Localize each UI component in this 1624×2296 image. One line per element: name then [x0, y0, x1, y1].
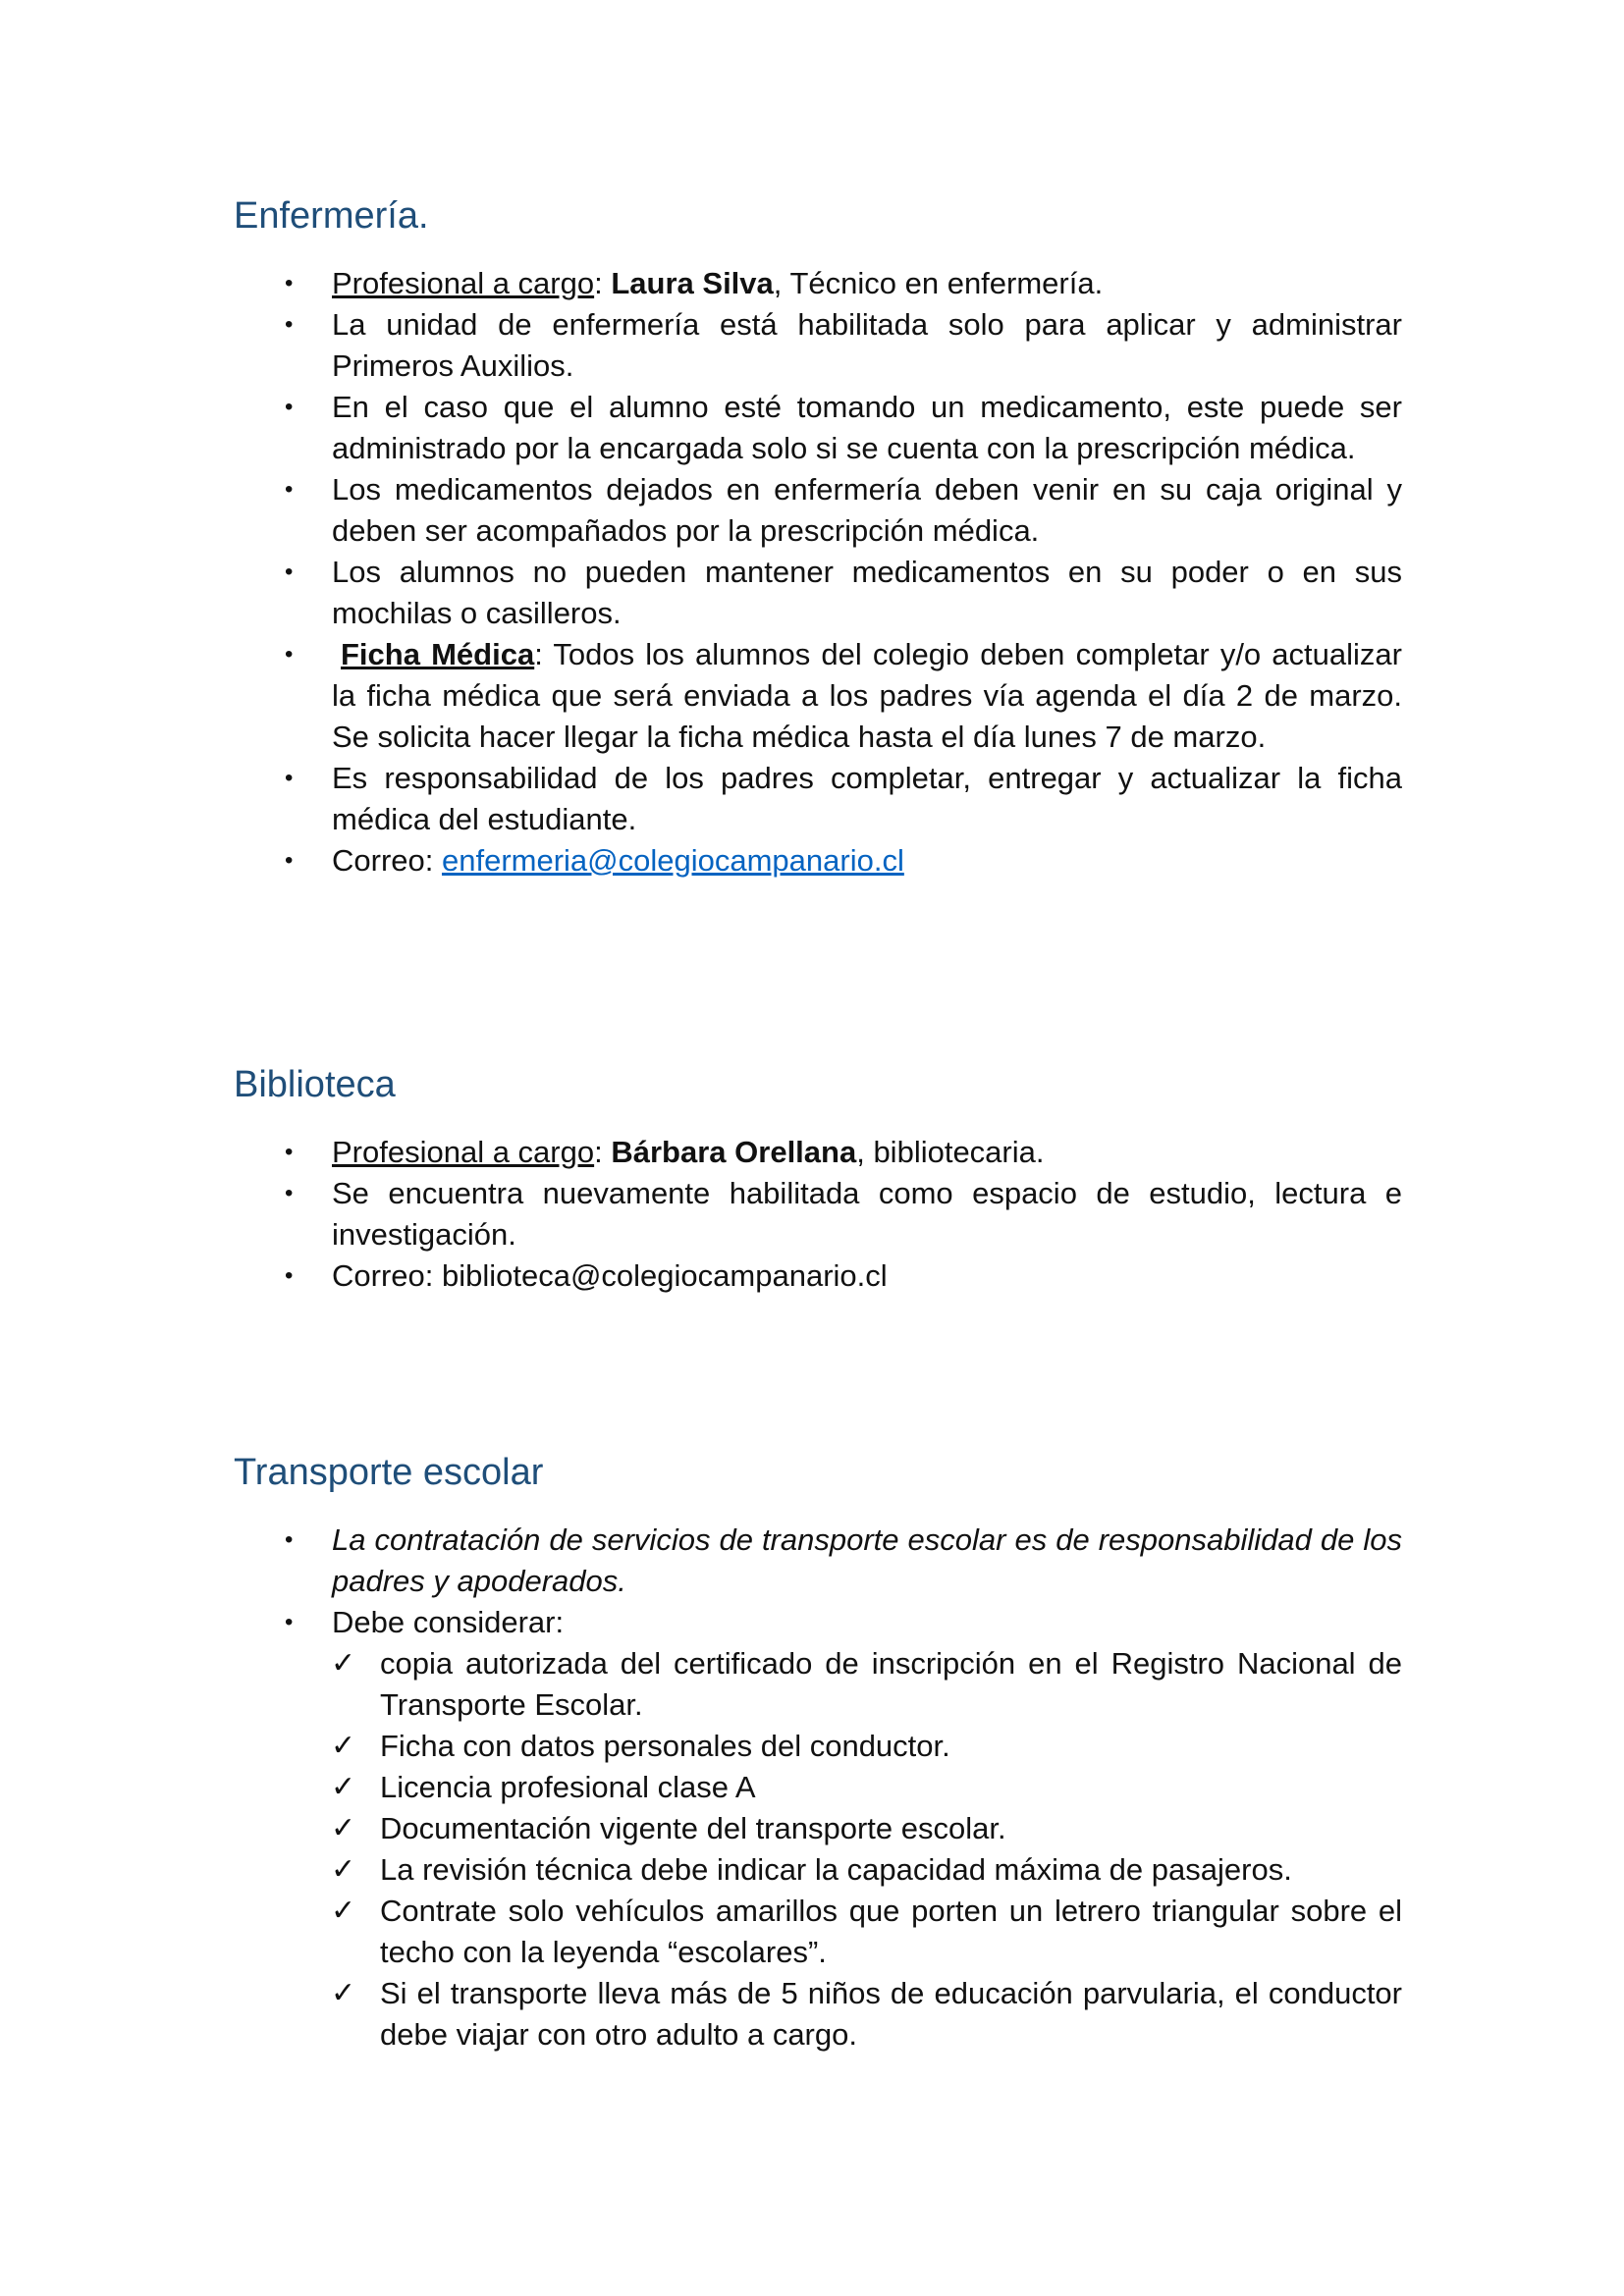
- list-item: [234, 552, 1402, 634]
- list-item: [234, 1602, 1402, 1643]
- list-item: [234, 840, 1402, 881]
- enfermeria-list: [234, 263, 1402, 881]
- list-item: [234, 1255, 1402, 1297]
- checklist-item-text: Contrate solo vehículos amarillos que porten un letrero triangular sobre el techo con la leyenda “escolares”.: [380, 1894, 1402, 1969]
- list-item: [234, 387, 1402, 469]
- checklist-item-text: La revisión técnica debe indicar la capacidad máxima de pasajeros.: [380, 1852, 1292, 1887]
- list-item-text: La unidad de enfermería está habilitada solo para aplicar y administrar Primeros Auxilios.: [332, 307, 1402, 383]
- list-item: [234, 758, 1402, 840]
- checkmark-icon: ✓: [331, 1647, 356, 1680]
- consider-label: Debe considerar:: [332, 1605, 565, 1639]
- bullet-icon: •: [285, 559, 294, 585]
- email-link-enfermeria[interactable]: enfermeria@colegiocampanario.cl: [441, 843, 904, 878]
- checkmark-icon: ✓: [331, 1895, 356, 1927]
- bullet-icon: •: [285, 847, 294, 874]
- list-item-text: En el caso que el alumno esté tomando un medicamento, este puede ser administrado por la encargada solo si se cuenta con la prescripción médica.: [332, 390, 1402, 465]
- checklist-item-text: Licencia profesional clase A: [380, 1770, 756, 1804]
- checklist-item-text: Si el transporte lleva más de 5 niños de educación parvularia, el conductor debe viajar con otro adulto a cargo.: [380, 1976, 1402, 2052]
- checkmark-icon: ✓: [331, 1730, 356, 1762]
- list-item-text: Correo: biblioteca@colegiocampanario.cl: [332, 1258, 888, 1293]
- ficha-medica-text: : Todos los alumnos del colegio deben completar y/o actualizar la ficha médica que será enviada a los padres vía agenda el día 2 de marzo. Se solicita hacer llegar la ficha médica hasta el día lunes 7 de marzo.: [332, 637, 1402, 754]
- list-item: [234, 469, 1402, 552]
- checklist-item: [234, 1891, 1402, 1973]
- checkmark-icon: ✓: [331, 1853, 356, 1886]
- section-title-biblioteca: Biblioteca: [234, 1064, 396, 1105]
- transporte-list: [234, 1520, 1402, 1643]
- bullet-icon: •: [285, 1526, 294, 1553]
- professional-label: Profesional a cargo: [332, 1135, 595, 1169]
- bullet-icon: •: [285, 641, 294, 667]
- list-item: [234, 1132, 1402, 1173]
- list-item-text: Los alumnos no pueden mantener medicamentos en su poder o en sus mochilas o casilleros.: [332, 555, 1402, 630]
- checklist-item-text: copia autorizada del certificado de inscripción en el Registro Nacional de Transporte Escolar.: [380, 1646, 1402, 1722]
- bullet-icon: •: [285, 1262, 294, 1289]
- section-title-enfermeria: Enfermería.: [234, 195, 429, 237]
- professional-colon: :: [594, 1135, 603, 1169]
- checkmark-icon: ✓: [331, 1977, 356, 2009]
- list-item-text: Es responsabilidad de los padres completar, entregar y actualizar la ficha médica del estudiante.: [332, 761, 1402, 836]
- professional-label: Profesional a cargo: [332, 266, 595, 300]
- transporte-intro: La contratación de servicios de transporte escolar es de responsabilidad de los padres y apoderados.: [332, 1522, 1402, 1598]
- list-item: [234, 1173, 1402, 1255]
- checklist-item: [234, 1973, 1402, 2056]
- checklist-item: [234, 1726, 1402, 1767]
- checklist-item: [234, 1643, 1402, 1726]
- checklist-item-text: Documentación vigente del transporte escolar.: [380, 1811, 1006, 1845]
- professional-name: Bárbara Orellana: [611, 1135, 857, 1169]
- professional-name: Laura Silva: [611, 266, 774, 300]
- list-item-text: Los medicamentos dejados en enfermería deben venir en su caja original y deben ser acompañados por la prescripción médica.: [332, 472, 1402, 548]
- list-item: [234, 263, 1402, 304]
- ficha-medica-label: Ficha Médica: [341, 637, 535, 671]
- transporte-checklist: [234, 1643, 1402, 2056]
- list-item: [234, 1520, 1402, 1602]
- checklist-item-text: Ficha con datos personales del conductor.: [380, 1729, 950, 1763]
- bullet-icon: •: [285, 765, 294, 791]
- checklist-item: [234, 1767, 1402, 1808]
- checklist-item: [234, 1849, 1402, 1891]
- list-item: [234, 304, 1402, 387]
- section-enfermeria: [234, 194, 1402, 881]
- professional-colon: :: [594, 266, 603, 300]
- professional-role: , bibliotecaria.: [856, 1135, 1045, 1169]
- biblioteca-list: [234, 1132, 1402, 1297]
- professional-role: , Técnico en enfermería.: [773, 266, 1104, 300]
- bullet-icon: •: [285, 1139, 294, 1165]
- bullet-icon: •: [285, 311, 294, 338]
- bullet-icon: •: [285, 1180, 294, 1206]
- section-title-transporte: Transporte escolar: [234, 1452, 544, 1493]
- list-item-text: Se encuentra nuevamente habilitada como espacio de estudio, lectura e investigación.: [332, 1176, 1402, 1252]
- section-transporte: [234, 1451, 1402, 2056]
- list-item: [234, 634, 1402, 758]
- email-label: Correo:: [332, 843, 442, 878]
- bullet-icon: •: [285, 394, 294, 420]
- checkmark-icon: ✓: [331, 1771, 356, 1803]
- bullet-icon: •: [285, 270, 294, 296]
- section-biblioteca: [234, 1063, 1402, 1297]
- checklist-item: [234, 1808, 1402, 1849]
- checkmark-icon: ✓: [331, 1812, 356, 1844]
- bullet-icon: •: [285, 476, 294, 503]
- bullet-icon: •: [285, 1609, 294, 1635]
